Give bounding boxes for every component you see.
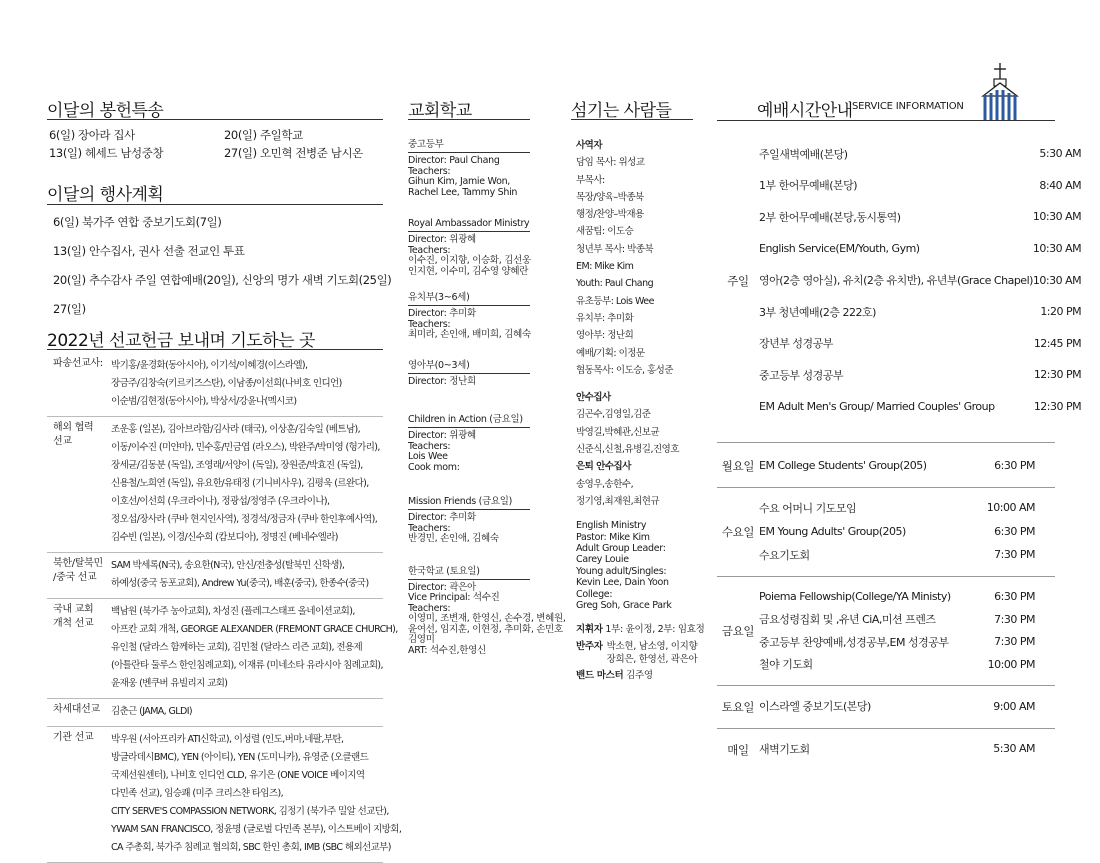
servant-line: 협동목사: 이도승, 홍성준: [576, 364, 674, 376]
service-item: [759, 296, 1100, 328]
service-name: 3부 청년예배(2층 222호): [759, 305, 876, 319]
mission-row: [47, 553, 383, 599]
school-group: [408, 218, 530, 277]
service-time: 7:30 PM: [994, 548, 1035, 562]
school-groups: [408, 136, 566, 656]
events-title: 이달의 행사계획: [47, 180, 383, 205]
mission-recipient-line: 백남원 (북가주 농아교회), 차성진 (플레그스태프 올네이션교회),: [111, 606, 355, 617]
mission-recipient-line: 이동/이수진 (미얀마), 민수홍/민금엽 (라오스), 박완주/박미영 (헝가리),: [111, 442, 380, 453]
events-list: [47, 212, 392, 328]
service-day: 금요일: [721, 624, 755, 639]
service-time: 6:30 PM: [994, 590, 1035, 604]
service-time: 10:30 AM: [1032, 210, 1082, 224]
mission-recipient-line: 김춘근 (JAMA, GLDI): [111, 706, 193, 717]
school-group: [408, 357, 530, 388]
mission-category-line: 개척 선교: [53, 618, 94, 629]
service-time: 12:30 PM: [1033, 368, 1082, 382]
school-group-line: Teachers:: [408, 318, 451, 330]
school-group: [408, 563, 566, 657]
mission-recipient-line: (아틀란타 둘루스 한인침례교회), 이재류 (미네소타 유라시아 침례교회),: [111, 660, 383, 671]
service-schedule: [717, 134, 1082, 766]
conductor-label: 지휘자: [576, 624, 603, 636]
service-name: EM Adult Men's Group/ Married Couples' Group: [759, 400, 995, 414]
servant-line: 유치부: 추미화: [576, 312, 634, 324]
service-day-block: [717, 492, 1055, 573]
service-list: [759, 449, 1055, 483]
service-day-block: [717, 581, 1055, 681]
service-time: 7:30 PM: [994, 635, 1035, 649]
mission-recipient-line: 국제선원센터), 나비호 인디언 CLD, 유기은 (ONE VOICE 베이지역: [111, 770, 365, 781]
service-day: 매일: [727, 742, 749, 757]
school-group-line: Cook mom:: [408, 461, 460, 473]
offering-row: [47, 127, 383, 145]
school-group: [408, 493, 530, 545]
mission-category-line: 차세대선교: [53, 704, 100, 715]
servant-line: Adult Group Leader:: [576, 543, 666, 555]
english-ministry: [576, 520, 696, 611]
service-name: Poiema Fellowship(College/YA Ministy): [759, 590, 951, 604]
servant-line: 행정/찬양–박재용: [576, 209, 644, 221]
conductor-line: [576, 623, 705, 636]
servant-line: 부목사:: [576, 174, 605, 186]
mission-recipients: [111, 421, 383, 547]
mission-table: [47, 353, 402, 863]
service-name: 1부 한어무예배(본당): [759, 179, 858, 193]
mission-category-line: 기관 선교: [53, 732, 94, 743]
mission-recipient-line: 박우원 (서아프리카 ATI신학교), 이성렬 (인도,버마,네팔,부탄,: [111, 734, 344, 745]
mission-category-line: 국내 교회: [53, 604, 94, 615]
service-day-block: [717, 134, 1082, 428]
school-group-heading: 중고등부: [408, 136, 530, 153]
school-group-line: ART: 석수진,한영신: [408, 644, 486, 656]
service-name: English Service(EM/Youth, Gym): [759, 242, 920, 256]
servant-line: 청년부 목사: 박종북: [576, 243, 654, 255]
service-item: [759, 138, 1100, 170]
service-item: [759, 170, 1100, 202]
service-day: 토요일: [721, 700, 755, 715]
band-master-name: 김주영: [626, 670, 653, 682]
event-item: 13(일) 안수집사, 권사 선출 전교인 투표: [53, 244, 245, 258]
mission-recipients: [111, 703, 383, 721]
school-group-heading: 영아부(0~3세): [408, 357, 530, 374]
school-group-line: 인지현, 이수미, 김수영 양혜란: [408, 265, 529, 277]
servant-line: Kevin Lee, Dain Yoon: [576, 577, 669, 589]
service-divider: [717, 576, 1055, 577]
service-time: 6:30 PM: [994, 524, 1035, 538]
school-group-line: Teachers:: [408, 522, 451, 534]
school-group-heading: Children in Action (금요일): [408, 411, 530, 428]
service-name: 새벽기도회: [759, 742, 810, 756]
mission-category-line: 북한/탈북민: [53, 558, 103, 569]
mission-recipient-line: 장금주/김창숙(키르키즈스탄), 이남종/이선희(나비호 인디언): [111, 378, 342, 389]
school-group-line: Teachers:: [408, 244, 451, 256]
service-day-block: [717, 690, 1055, 724]
mission-category: [47, 731, 111, 857]
school-group-heading: 한국학교 (토요일): [408, 563, 530, 580]
service-name: 중고등부 성경공부: [759, 368, 844, 382]
servant-line: 박영길,박혜관,신보균: [576, 426, 660, 438]
school-group: [408, 136, 530, 198]
service-time: 10:00 AM: [986, 501, 1035, 515]
mission-recipient-line: CITY SERVE'S COMPASSION NETWORK, 김정기 (북가주 밀알 선교단),: [111, 806, 389, 817]
service-time: 7:30 PM: [994, 612, 1035, 626]
service-time: 6:30 PM: [994, 458, 1035, 472]
service-time: 10:30 AM: [1032, 273, 1082, 287]
school-group: [408, 411, 530, 473]
service-divider: [717, 685, 1055, 686]
service-name: EM Young Adults' Group(205): [759, 524, 906, 538]
offering-item: 6(일) 장아라 집사: [49, 128, 135, 142]
service-item: [759, 737, 1055, 761]
service-name: 이스라엘 중보기도(본당): [759, 700, 871, 714]
deacons-list: [576, 406, 696, 458]
offering-item: 20(일) 주일학교: [224, 128, 303, 142]
servant-line: 신준식,신철,유병길,진영호: [576, 444, 680, 456]
service-info-title-en: SERVICE INFORMATION: [852, 101, 964, 112]
mission-recipients: [111, 731, 401, 857]
service-info-title: 예배시간안내: [757, 101, 853, 121]
mission-category: [47, 703, 111, 721]
mission-recipient-line: 다민족 선교), 임승쾌 (미주 크리스챤 타임즈),: [111, 788, 284, 799]
accompanist-label: 반주자: [576, 641, 603, 653]
service-item: [759, 201, 1100, 233]
service-day: 수요일: [721, 525, 755, 540]
service-item: [759, 630, 1055, 653]
retired-deacons-list: [576, 476, 696, 511]
offering-title: 이달의 봉헌특송: [47, 96, 383, 120]
band-master-label: 밴드 마스터: [576, 670, 624, 682]
service-time: 10:00 PM: [987, 657, 1035, 671]
ministers-list: [576, 154, 696, 379]
school-group-line: Director: 추미화: [408, 512, 476, 523]
servant-line: EM: Mike Kim: [576, 261, 634, 273]
service-item: [759, 496, 1055, 520]
service-item: [759, 359, 1100, 391]
servant-line: Greg Soh, Grace Park: [576, 600, 672, 612]
offering-item: 27(일) 오민혁 전병준 남시온: [224, 146, 363, 160]
mission-recipient-line: 아프칸 교회 개척, GEORGE ALEXANDER (FREMONT GRACE CHURCH),: [111, 624, 398, 635]
service-item: [759, 585, 1055, 608]
service-divider: [717, 728, 1055, 729]
mission-recipient-line: 장세균/김동분 (독일), 조영래/서양이 (독일), 장원준/박효진 (독일),: [111, 460, 363, 471]
school-group-heading: 유치부(3~6세): [408, 289, 530, 306]
servants-body: [576, 137, 705, 682]
service-item: [759, 233, 1100, 265]
event-item: 6(일) 북가주 연합 중보기도회(7일): [53, 215, 222, 229]
school-group-line: 윤여선, 임지훈, 이현정, 추미화, 손민호: [408, 623, 563, 635]
school-group-line: Lois Wee: [408, 451, 448, 462]
service-name: 철야 기도회: [759, 658, 813, 672]
school-group-line: Teachers:: [408, 602, 451, 614]
mission-row: [47, 353, 383, 417]
school-group-line: Director: 위광혜: [408, 234, 476, 245]
service-item: [759, 264, 1100, 296]
mission-category-line: /중국 선교: [53, 572, 97, 583]
school-group-line: Director: 정난희: [408, 375, 476, 387]
service-time: 1:20 PM: [1040, 305, 1082, 319]
service-name: 수요기도회: [759, 548, 810, 562]
mission-row: [47, 727, 402, 863]
deacons-heading: 안수집사: [576, 392, 611, 404]
school-group-line: 이수진, 이지향, 이승화, 김선웅: [408, 255, 531, 266]
mission-recipients: [111, 557, 383, 593]
service-item: [759, 453, 1055, 477]
mission-recipient-line: SAM 박세록(N국), 송요한(N국), 안신/전충성(탈북민 신학생),: [111, 560, 345, 571]
servant-line: 송영우,송한수,: [576, 478, 634, 490]
mission-row: [47, 599, 398, 699]
service-item: [759, 328, 1100, 360]
service-time: 8:40 AM: [1039, 178, 1082, 192]
servant-line: Carey Louie: [576, 554, 629, 566]
school-group-line: Vice Principal: 석수진: [408, 592, 500, 603]
service-divider: [717, 442, 1055, 443]
mission-recipient-line: 이순범/김현정(동아시아), 박상서/강윤나(멕시코): [111, 396, 297, 407]
mission-row: [47, 699, 383, 727]
service-item: [759, 391, 1100, 423]
service-list: [759, 581, 1055, 681]
mission-title: 2022년 선교헌금 보내며 기도하는 곳: [47, 326, 383, 350]
service-time: 10:30 AM: [1032, 242, 1082, 256]
accompanist-line: [576, 640, 696, 666]
service-time: 5:30 AM: [1039, 147, 1082, 161]
servant-line: College:: [576, 588, 613, 600]
school-group-line: Director: 추미화: [408, 308, 476, 319]
servant-line: 김곤수,김영일,김준: [576, 409, 651, 421]
service-day: 주일: [727, 274, 749, 289]
service-day-block: [717, 449, 1055, 483]
conductor-names: 1부: 윤이정, 2부: 임효정: [605, 624, 705, 636]
mission-row: [47, 417, 383, 553]
service-day-block: [717, 733, 1055, 767]
mission-recipients: [111, 603, 398, 693]
servants-title: 섬기는 사람들: [571, 96, 693, 120]
accompanist-names: 장희은, 한영선, 곽은아: [606, 654, 698, 666]
service-name: 장년부 성경공부: [759, 337, 833, 351]
mission-recipient-line: 김수빈 (일본), 이경/신수희 (캄보디아), 정명진 (베네수엘라): [111, 532, 338, 543]
service-time: 12:45 PM: [1033, 336, 1082, 350]
servant-line: 목장/양육–박종북: [576, 191, 644, 203]
mission-recipient-line: 윤재웅 (벤쿠버 유빌리지 교회): [111, 678, 228, 689]
retired-deacons-heading: 은퇴 안수집사: [576, 461, 631, 473]
mission-recipient-line: 이호선/이선희 (우크라이나), 정광섭/정영주 (우크라이나),: [111, 496, 330, 507]
servant-line: 정기영,최재원,최현규: [576, 495, 660, 507]
school-group-line: Director: 위광혜: [408, 430, 476, 441]
servant-line: 담임 목사: 위성교: [576, 157, 645, 169]
servant-line: Young adult/Singles:: [576, 565, 667, 577]
mission-recipients: [111, 357, 383, 411]
mission-recipient-line: 유인철 (달라스 함께하는 교회), 김민철 (달라스 리즌 교회), 전용제: [111, 642, 363, 653]
service-item: [759, 543, 1055, 567]
mission-recipient-line: 조운홍 (일본), 김아브라함/김사라 (태국), 이상훈/김숙일 (베트남),: [111, 424, 361, 435]
mission-recipient-line: CA 주총회, 북가주 침례교 협의회, SBC 한인 총회, IMB (SBC 해외선교부): [111, 842, 391, 853]
school-group-line: Director: 곽은아: [408, 581, 476, 593]
service-item: [759, 519, 1055, 543]
service-name: 수요 어머니 기도모임: [759, 501, 857, 515]
service-time: 9:00 AM: [993, 699, 1035, 713]
service-list: [759, 733, 1055, 767]
service-name: 중고등부 찬양예배,성경공부,EM 성경공부: [759, 635, 949, 649]
school-group-line: Rachel Lee, Tammy Shin: [408, 186, 518, 198]
offering-item: 13(일) 헤세드 남성중창: [49, 146, 164, 160]
school-group-line: 최미라, 손인애, 배미희, 김혜숙: [408, 329, 531, 340]
servant-line: Pastor: Mike Kim: [576, 531, 650, 543]
mission-category: [47, 357, 111, 411]
service-time: 5:30 AM: [993, 742, 1035, 756]
school-group-line: Director: Paul Chang: [408, 155, 500, 166]
event-item: 27(일): [53, 302, 86, 316]
mission-recipient-line: 하예성(중국 동포교회), Andrew Yu(중국), 배훈(중국), 한종수(중국): [111, 578, 369, 589]
offering-row: [47, 145, 383, 163]
school-group-line: Teachers:: [408, 165, 451, 177]
servant-line: Youth: Paul Chang: [576, 278, 654, 290]
ministers-heading: 사역자: [576, 140, 603, 151]
service-item: [759, 608, 1055, 631]
event-item: 20(일) 추수감사 주일 연합예배(20일), 신앙의 명가 새벽 기도회(25일): [53, 273, 392, 287]
accompanist-names: 박소현, 남소영, 이지향: [606, 641, 698, 653]
mission-category: [47, 421, 111, 547]
servant-line: 새꿈팀: 이도승: [576, 226, 634, 238]
mission-category: [47, 603, 111, 693]
mission-category: [47, 557, 111, 593]
service-name: EM College Students' Group(205): [759, 458, 927, 472]
school-group-line: Teachers:: [408, 440, 451, 452]
service-day: 월요일: [721, 459, 755, 474]
mission-recipient-line: 신용철/노희연 (독일), 유요한/유태정 (기니비사우), 김평욱 (르완다),: [111, 478, 369, 489]
mission-recipient-line: 박기홍/윤경화(동아시아), 이기석/이혜경(이스라엘),: [111, 360, 308, 371]
mission-category-line: 해외 협력: [53, 422, 94, 433]
servant-line: 영아부: 정난희: [576, 330, 634, 342]
mission-recipient-line: YWAM SAN FRANCISCO, 정윤명 (글로벌 다민족 본부), 이스트베이 지방회,: [111, 824, 402, 835]
service-list: [759, 492, 1055, 573]
servant-line: 예배/기획: 이정문: [576, 347, 645, 359]
service-list: [759, 134, 1100, 428]
servant-line: 유초등부: Lois Wee: [576, 295, 655, 307]
mission-recipient-line: 정오섭/장사라 (쿠바 현지인사역), 정경석/정금자 (쿠바 한인후예사역),: [111, 514, 378, 525]
church-icon: [977, 62, 1023, 122]
school-group-line: Gihun Kim, Jamie Won,: [408, 176, 511, 187]
service-name: 주일새벽예배(본당): [759, 147, 848, 161]
school-group: [408, 289, 530, 341]
school-title: 교회학교: [408, 96, 530, 120]
school-group-heading: Mission Friends (금요일): [408, 493, 530, 510]
mission-recipient-line: 방글라데시BMC), YEN (아이티), YEN (도미니카), 유영준 (오클랜드: [111, 752, 369, 763]
service-item: [759, 653, 1055, 676]
mission-category-line: 선교: [53, 436, 72, 447]
service-time: 12:30 PM: [1033, 400, 1082, 414]
service-name: 금요성령집회 및 ,유년 CiA,미션 프렌즈: [759, 613, 936, 627]
service-item: [759, 694, 1055, 718]
service-divider: [717, 487, 1055, 488]
band-master-line: [576, 669, 696, 682]
school-group-line: 이영미, 조변재, 한영신, 손수경, 변혜원,: [408, 613, 566, 624]
offering-list: [47, 127, 383, 163]
servant-line: English Ministry: [576, 520, 647, 532]
mission-category-line: 파송선교사:: [53, 358, 103, 369]
school-group-line: 반경민, 손인애, 김혜숙: [408, 533, 499, 544]
service-list: [759, 690, 1055, 724]
school-group-heading: Royal Ambassador Ministry: [408, 218, 530, 232]
service-name: 2부 한어무예배(본당,동시통역): [759, 210, 901, 224]
school-group-line: 김영미: [408, 634, 435, 645]
service-name: 영아(2층 영아실), 유치(2층 유치반), 유년부(Grace Chapel): [759, 274, 1033, 288]
